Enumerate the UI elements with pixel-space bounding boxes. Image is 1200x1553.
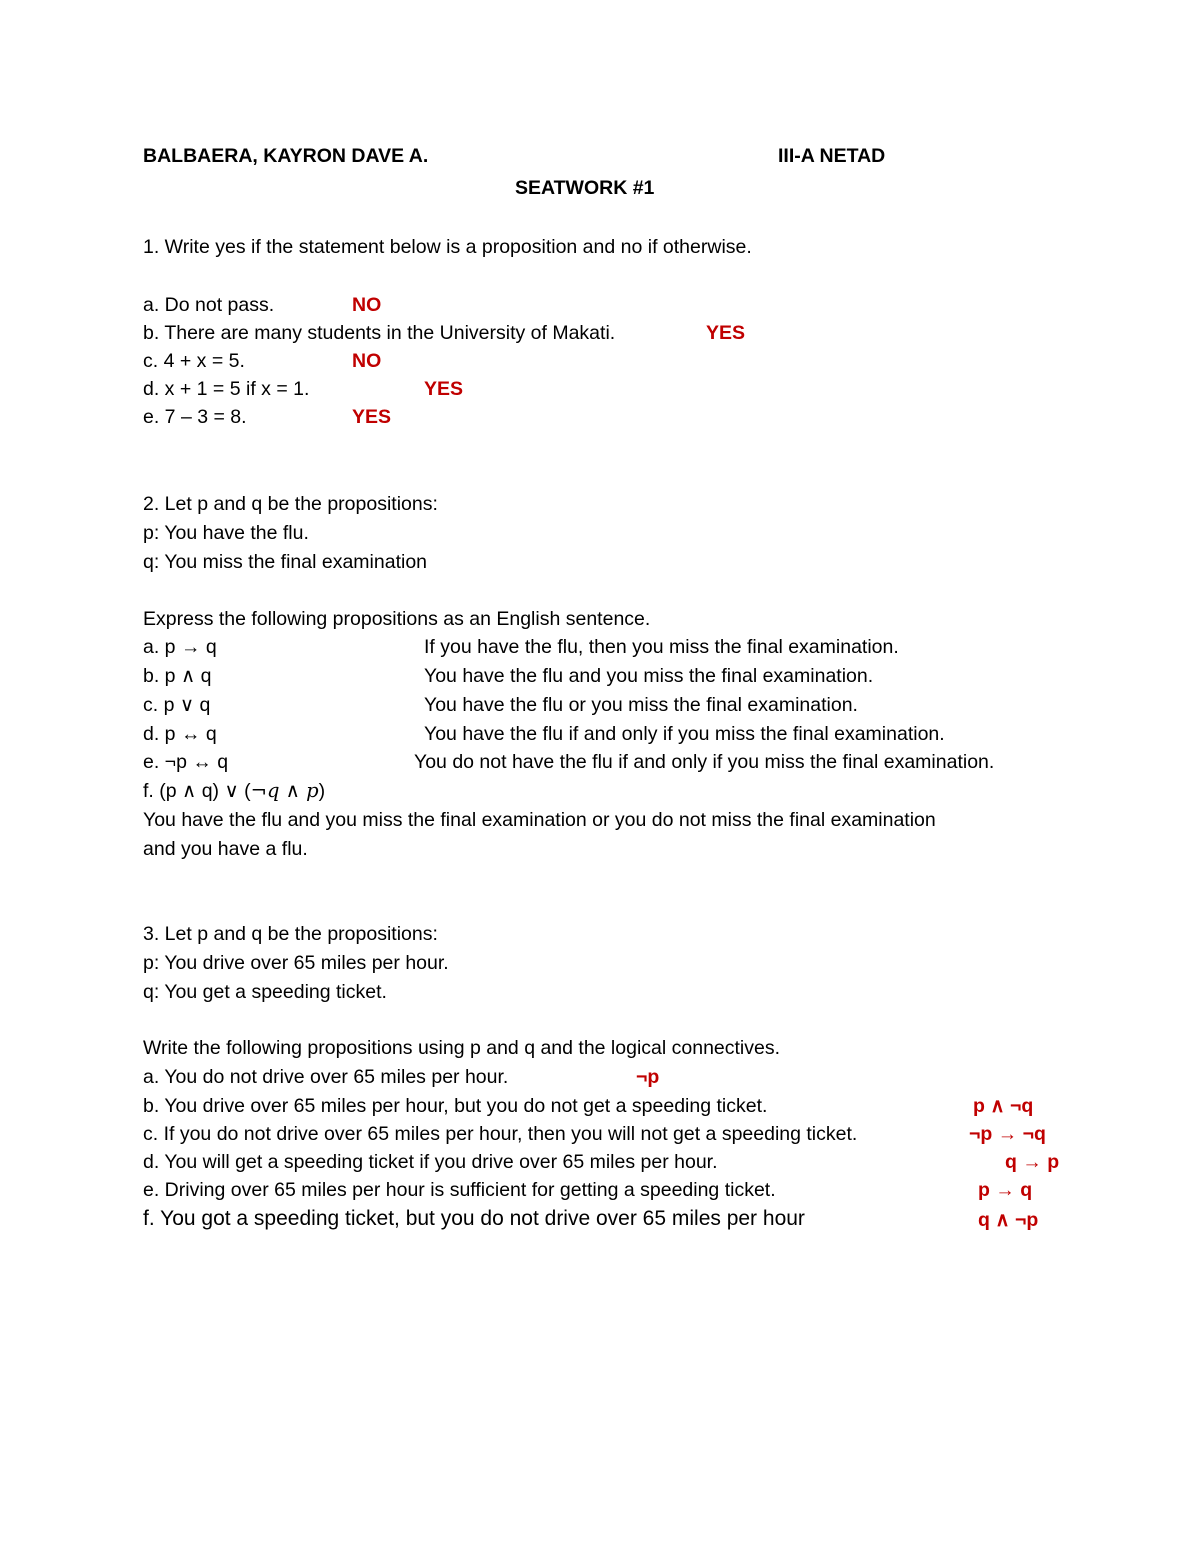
q2-expr-a: a. p → q [143,636,217,658]
q2-answer-a: If you have the flu, then you miss the final examination. [424,636,899,658]
q2-answer-f-line1: You have the flu and you miss the final examination or you do not miss the final examination [143,809,936,831]
page-title: SEATWORK #1 [515,177,655,199]
q3-answer-a: ¬p [636,1066,660,1088]
q3-answer-b: p ∧ ¬q [973,1095,1034,1117]
q3-item-f: f. You got a speeding ticket, but you do not drive over 65 miles per hour [143,1207,805,1230]
q2-expr-f-prefix: f. (p ∧ q) ∨ ( [143,780,251,802]
q2-expr-b: b. p ∧ q [143,665,212,687]
q3-p-definition: p: You drive over 65 miles per hour. [143,952,449,974]
q3-item-b: b. You drive over 65 miles per hour, but you do not get a speeding ticket. [143,1095,768,1117]
q2-answer-c: You have the flu or you miss the final examination. [424,694,858,716]
q2-instruction: Express the following propositions as an English sentence. [143,608,651,630]
q1-answer-a: NO [352,294,382,316]
q3-item-e: e. Driving over 65 miles per hour is sufficient for getting a speeding ticket. [143,1179,776,1201]
q2-answer-b: You have the flu and you miss the final examination. [424,665,874,687]
student-name: BALBAERA, KAYRON DAVE A. [143,145,429,167]
q1-answer-b: YES [706,322,746,344]
q1-item-d: d. x + 1 = 5 if x = 1. [143,378,310,400]
q3-intro: 3. Let p and q be the propositions: [143,923,438,945]
q2-intro: 2. Let p and q be the propositions: [143,493,438,515]
q3-answer-e: p → q [978,1179,1033,1201]
q1-answer-c: NO [352,350,382,372]
q2-expr-f-math: ¬q ∧ p [250,779,319,802]
q1-item-a: a. Do not pass. [143,294,275,316]
q2-expr-f [143,779,325,803]
q2-answer-e: You do not have the flu if and only if you miss the final examination. [414,751,995,773]
q1-instruction: 1. Write yes if the statement below is a proposition and no if otherwise. [143,236,752,258]
q3-item-d: d. You will get a speeding ticket if you drive over 65 miles per hour. [143,1151,718,1173]
q2-answer-d: You have the flu if and only if you miss the final examination. [424,723,945,745]
q2-q-definition: q: You miss the final examination [143,551,428,573]
q2-p-definition: p: You have the flu. [143,522,309,544]
q3-answer-c: ¬p → ¬q [969,1123,1046,1145]
q3-instruction: Write the following propositions using p and q and the logical connectives. [143,1037,781,1059]
class-section: III-A NETAD [778,145,886,167]
q2-expr-f-suffix: ) [318,780,326,802]
q2-answer-f-line2: and you have a flu. [143,838,308,860]
q2-expr-c: c. p ∨ q [143,694,211,716]
q1-item-b: b. There are many students in the University of Makati. [143,322,616,344]
q2-expr-e: e. ¬p ↔ q [143,751,229,773]
q2-expr-d: d. p ↔ q [143,723,217,745]
q3-q-definition: q: You get a speeding ticket. [143,981,387,1003]
q1-item-c: c. 4 + x = 5. [143,350,245,372]
q3-item-c: c. If you do not drive over 65 miles per hour, then you will not get a speeding ticket. [143,1123,858,1145]
q3-answer-f: q ∧ ¬p [978,1209,1039,1231]
q3-answer-d: q → p [1005,1151,1060,1173]
q1-item-e: e. 7 – 3 = 8. [143,406,247,428]
q1-answer-d: YES [424,378,464,400]
q1-answer-e: YES [352,406,392,428]
q3-item-a: a. You do not drive over 65 miles per hour. [143,1066,509,1088]
